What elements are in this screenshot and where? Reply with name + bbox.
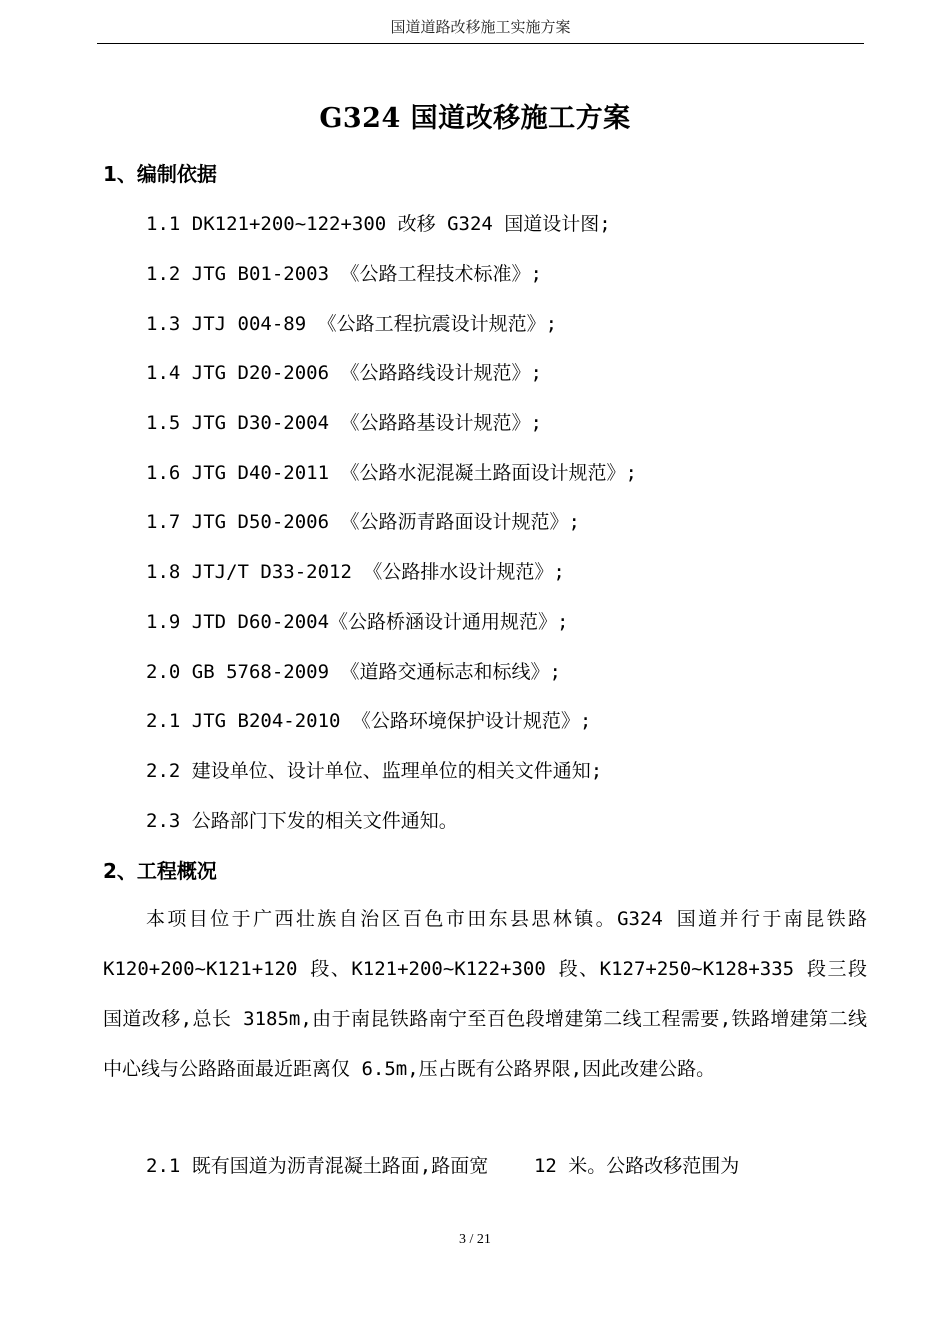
basis-item: 1.5 JTG D30-2004 《公路路基设计规范》; xyxy=(146,412,542,434)
basis-item: 1.8 JTJ/T D33-2012 《公路排水设计规范》; xyxy=(146,561,565,583)
basis-item: 1.6 JTG D40-2011 《公路水泥混凝土路面设计规范》; xyxy=(146,462,637,484)
document-title: G324 国道改移施工方案 xyxy=(319,103,631,134)
overview-paragraph: 本项目位于广西壮族自治区百色市田东县思林镇。G324 国道并行于南昆铁路 K120+200~K121+120 段、K121+200~K122+300 段、K127+250~K128+335 段三段国道改移,总长 3185m,由于南昆铁路南宁至百色段增建第二线工程需要,铁路增建第二线中心线与公路路面最近距离仅 6.5m,压占既有公路界限,因此改建公路。 xyxy=(103,908,867,1080)
basis-item: 2.2 建设单位、设计单位、监理单位的相关文件通知; xyxy=(146,760,603,782)
section-heading-basis: 1、编制依据 xyxy=(103,162,217,186)
page-header: 国道道路改移施工实施方案 xyxy=(97,16,864,44)
basis-item: 2.0 GB 5768-2009 《道路交通标志和标线》; xyxy=(146,661,561,683)
basis-item: 1.2 JTG B01-2003 《公路工程技术标准》; xyxy=(146,263,542,285)
basis-item: 1.7 JTG D50-2006 《公路沥青路面设计规范》; xyxy=(146,511,580,533)
basis-item: 1.9 JTD D60-2004《公路桥涵设计通用规范》; xyxy=(146,611,569,633)
basis-item: 2.3 公路部门下发的相关文件通知。 xyxy=(146,810,458,832)
basis-item: 1.1 DK121+200~122+300 改移 G324 国道设计图; xyxy=(146,213,611,235)
basis-item: 1.4 JTG D20-2006 《公路路线设计规范》; xyxy=(146,362,542,384)
overview-item-2-1: 2.1 既有国道为沥青混凝土路面,路面宽 12 米。公路改移范围为 xyxy=(146,1155,740,1177)
basis-item: 1.3 JTJ 004-89 《公路工程抗震设计规范》; xyxy=(146,313,558,335)
section-heading-overview: 2、工程概况 xyxy=(103,859,217,883)
page-number: 3 / 21 xyxy=(459,1232,491,1247)
basis-item: 2.1 JTG B204-2010 《公路环境保护设计规范》; xyxy=(146,710,592,732)
